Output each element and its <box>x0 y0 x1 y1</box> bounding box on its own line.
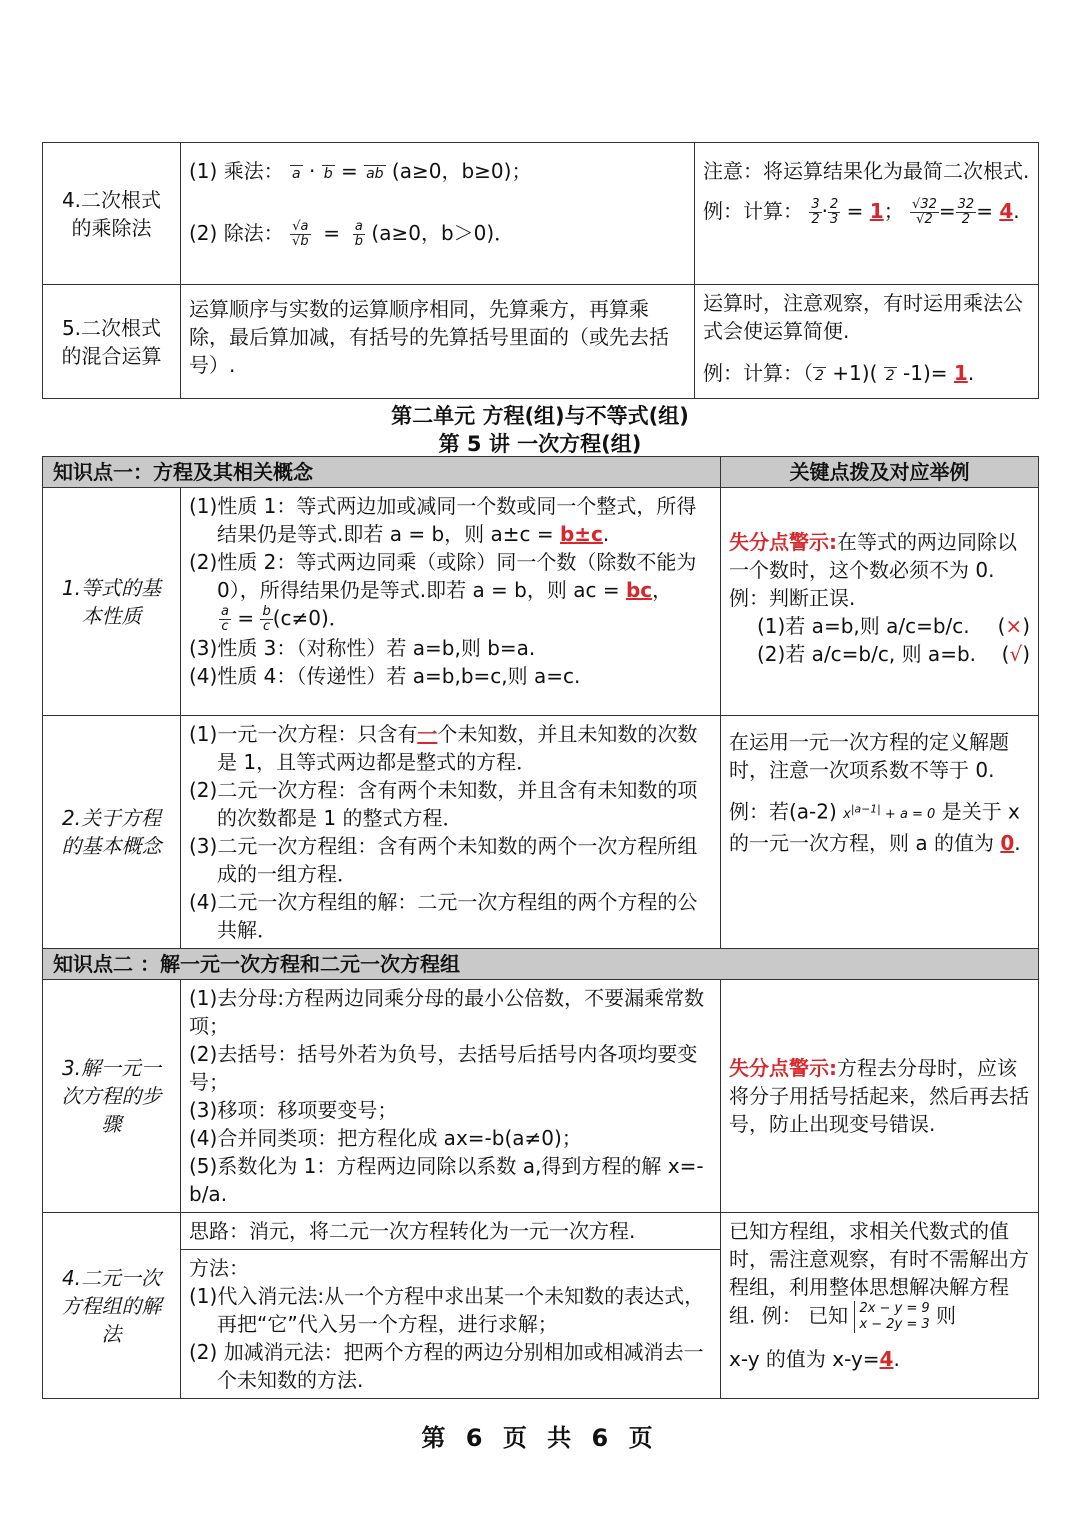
kp1-header <box>43 457 721 488</box>
example-line: (2)若 a/c=b/c, 则 a=b. (√) <box>757 642 1030 666</box>
sqrt-a: a <box>292 166 301 182</box>
note-text: 运算时，注意观察，有时运用乘法公式会使运算简便. <box>703 291 1023 343</box>
example-label: 例：计算： <box>703 199 803 223</box>
method-label: 方法： <box>189 1256 249 1280</box>
answer: 4 <box>879 1347 894 1371</box>
warn-label: 失分点警示: <box>729 1056 837 1080</box>
equation: 2x − y = 9 <box>859 1301 930 1316</box>
example-frac: $\frac{3}{2}$ <box>811 197 820 227</box>
list-item: $\frac{a}{c}$ = $\frac{b}{c}$ (c≠0)． <box>221 604 349 634</box>
warn-text: 方程去分母时，应该将分子用括号括起来，然后再去括号，防止出现变号错误. <box>729 1056 1029 1136</box>
table-row <box>43 143 1039 285</box>
div-label: (2) 除法： <box>189 221 284 245</box>
kp1-header-text: 知识点一：方程及其相关概念 <box>53 460 313 484</box>
item-text: (1)一元一次方程：只含有 <box>189 722 418 746</box>
example-text: (1)若 a=b,则 a/c=b/c. <box>757 614 970 638</box>
sqrt-ab: ab <box>366 166 384 182</box>
kp1-right-header-text: 关键点拨及对应举例 <box>789 460 970 484</box>
content-cell <box>181 488 721 716</box>
row-title-text: 2.关于方程的基本概念 <box>61 806 162 858</box>
note-text: 则 <box>936 1303 957 1328</box>
row-title-text: 4.二次根式的乘除法 <box>61 187 162 240</box>
unit-title: 第二单元 方程(组)与不等式(组) <box>391 404 689 428</box>
list-item <box>189 720 712 776</box>
table-radicals <box>42 142 1039 399</box>
row-title-text: 4.二元一次方程组的解法 <box>61 1265 162 1346</box>
example-line: 例：若(a-2) $x^{|a-1|} + a = 0$ 是关于 x 的一元一次方程，则 a 的值为 0. <box>729 799 1021 856</box>
row-title <box>43 980 181 1213</box>
list-item: (1)代入消元法:从一个方程中求出某一个未知数的表达式，再把“它”代入另一个方程，进行求解； <box>189 1284 705 1336</box>
sqrt-2: 2 <box>815 368 824 384</box>
sqrt-fraction: $\frac{a}{b}$ <box>354 219 364 249</box>
sqrt-b: b <box>323 166 333 182</box>
answer: b±c <box>559 522 603 546</box>
section-header <box>43 457 1039 488</box>
kp1-right-header <box>721 457 1039 488</box>
note-text: 已知方程组，求相关代数式的值时，需注意观察，有时不需解出方程组，利用整体思想解决解方程组. 例： 已知 <box>729 1219 1029 1328</box>
answer: bc <box>625 578 653 602</box>
method-cell <box>181 1250 721 1399</box>
table-row <box>43 716 1039 949</box>
note-cell <box>721 1213 1039 1399</box>
fraction-ac-bc: $\frac{a}{c}$ <box>221 604 229 634</box>
warn-text: 在等式的两边同除以一个数时，这个数必须不为 0. <box>729 530 1017 582</box>
list-item: (2)去括号：括号外若为负号，去括号后括号内各项均要变号； <box>189 1042 698 1094</box>
answer: 1 <box>869 199 884 223</box>
list-item: (3)二元一次方程组：含有两个未知数的两个一次方程所组成的一组方程． <box>189 834 698 886</box>
item-text: (2)性质 2：等式两边同乘（或除）同一个数（除数不能为 0），所得结果仍是等式.即若 a = b，则 ac = <box>189 550 697 602</box>
example-label: 例：判断正误. <box>729 586 856 610</box>
table-row <box>43 980 1039 1213</box>
section-header <box>43 949 1039 980</box>
answer: 1 <box>953 361 968 385</box>
table-row <box>43 1213 1039 1250</box>
example-mid: -1)= <box>903 361 948 385</box>
page-footer: 第 6 页 共 6 页 <box>421 1424 659 1452</box>
list-item: (1)性质 1：等式两边加或减同一个数或同一个整式，所得结果仍是等式.即若 a = b，则 a±c = b±c. <box>189 494 697 546</box>
kp2-header-text: 知识点二 ：解一元一次方程和二元一次方程组 <box>53 952 460 976</box>
row-title-text: 1.等式的基本性质 <box>61 575 162 628</box>
note-cell <box>695 143 1039 285</box>
kp2-header <box>43 949 1039 980</box>
list-item: (2)二元一次方程：含有两个未知数，并且含有未知数的项的次数都是 1 的整式方程． <box>189 778 698 830</box>
equation-system <box>854 1301 929 1333</box>
sqrt-2: 2 <box>885 368 895 384</box>
answer: √ <box>1009 642 1023 666</box>
example-frac: $\frac{2}{3}$ <box>830 197 839 227</box>
example-text: 是关于 x 的一元一次方程，则 a 的值为 <box>729 799 1020 856</box>
note-text: 在运用一元一次方程的定义解题时，注意一次项系数不等于 0. <box>729 730 1009 782</box>
list-item: (4)性质 4：（传递性）若 a=b,b=c,则 a=c. <box>189 664 581 688</box>
answer: × <box>1005 614 1023 638</box>
warn-label: 失分点警示: <box>729 530 837 554</box>
item-text: (c≠0)． <box>272 606 349 630</box>
example-pre: 例：计算：（ <box>703 361 813 385</box>
note-text: 注意：将运算结果化为最简二次根式. <box>703 159 1030 183</box>
div-line: (2) 除法： $\frac{√a}{√b}$ = $\frac{a}{b}$ (a≥0，b＞0)． <box>189 219 515 249</box>
mul-cond: (a≥0，b≥0)； <box>391 159 532 183</box>
list-item: (3)移项：移项要变号； <box>189 1098 398 1122</box>
answer: 一 <box>417 722 438 746</box>
example-mid: +1)( <box>832 361 878 385</box>
item-text: 个未知数，并且未知数的次数是 1，且等式两边都是整式的方程． <box>217 722 698 774</box>
row-title <box>43 285 181 399</box>
list-item: (1)去分母:方程两边同乘分母的最小公倍数，不要漏乘常数项； <box>189 986 705 1038</box>
content-cell <box>181 285 695 399</box>
note-cell <box>721 716 1039 949</box>
list-item: (2) 加减消元法：把两个方程的两边分别相加或相减消去一个未知数的方法. <box>189 1340 704 1392</box>
div-cond: (a≥0，b＞0)． <box>371 221 515 245</box>
warn-block <box>729 528 1030 584</box>
row-title <box>43 488 181 716</box>
table-equations <box>42 456 1039 1399</box>
answer-line: x-y 的值为 x-y=4. <box>729 1347 900 1371</box>
note-cell <box>695 285 1039 399</box>
list-item: (3)性质 3：（对称性）若 a=b,则 b=a. <box>189 636 536 660</box>
idea-cell <box>181 1213 721 1250</box>
answer: 0 <box>1000 831 1015 856</box>
table-row <box>43 488 1039 716</box>
item-text: (1)性质 1：等式两边加或减同一个数或同一个整式，所得结果仍是等式.即若 a = b，则 a±c = <box>189 494 697 546</box>
lecture-title: 第 5 讲 一次方程(组) <box>438 432 642 456</box>
note-text: x-y 的值为 x-y= <box>729 1347 880 1371</box>
row-title <box>43 1213 181 1399</box>
row-title-text: 3.解一元一次方程的步骤 <box>61 1056 162 1136</box>
fraction-sqrt: $\frac{√a}{√b}$ <box>292 219 309 249</box>
fraction-ac-bc: $\frac{b}{c}$ <box>262 604 271 634</box>
example-text: 例：若(a-2) <box>729 799 837 824</box>
example-frac: $\frac{√32}{√2}$ <box>912 197 937 227</box>
example-frac: $\frac{32}{2}$ <box>957 197 975 227</box>
example-line: 例：计算：（ 2 +1)( 2 -1)= 1. <box>703 361 975 385</box>
content-cell <box>181 980 721 1213</box>
row-title <box>43 716 181 949</box>
mul-label: (1) 乘法： <box>189 159 284 183</box>
content-cell <box>181 716 721 949</box>
mul-line: (1) 乘法： a · b = ab (a≥0，b≥0)； <box>189 159 532 183</box>
formula-x-power: $x^{|a-1|} + a = 0$ <box>843 803 936 823</box>
answer: 4 <box>999 199 1014 223</box>
example-line: 例：计算： $\frac{3}{2}$ · $\frac{2}{3}$ = 1； $\frac{√32}{√2}$ = $\frac{32}{2}$ = 4. <box>703 197 1020 227</box>
content-text: 运算顺序与实数的运算顺序相同，先算乘方，再算乘除，最后算加减，有括号的先算括号里面的（或先去括号）. <box>189 297 669 377</box>
row-title-text: 5.二次根式的混合运算 <box>61 315 162 368</box>
content-cell <box>181 143 695 285</box>
example-line: (1)若 a=b,则 a/c=b/c. (×) <box>757 614 1030 638</box>
row-title <box>43 143 181 285</box>
list-item: (2)性质 2：等式两边同乘（或除）同一个数（除数不能为 0），所得结果仍是等式.即若 a = b，则 ac = bc， <box>189 550 697 602</box>
list-item: (4)合并同类项：把方程化成 ax=-b(a≠0)； <box>189 1126 582 1150</box>
equation: x − 2y = 3 <box>859 1317 930 1332</box>
note-cell <box>721 488 1039 716</box>
table-row <box>43 285 1039 399</box>
example-text: (2)若 a/c=b/c, 则 a=b. <box>757 642 977 666</box>
idea-text: 思路：消元，将二元一次方程转化为一元一次方程. <box>189 1219 636 1243</box>
list-item: (4)二元一次方程组的解：二元一次方程组的两个方程的公共解． <box>189 890 698 942</box>
list-item: (5)系数化为 1：方程两边同除以系数 a,得到方程的解 x=-b/a. <box>189 1154 704 1206</box>
note-cell <box>721 980 1039 1213</box>
